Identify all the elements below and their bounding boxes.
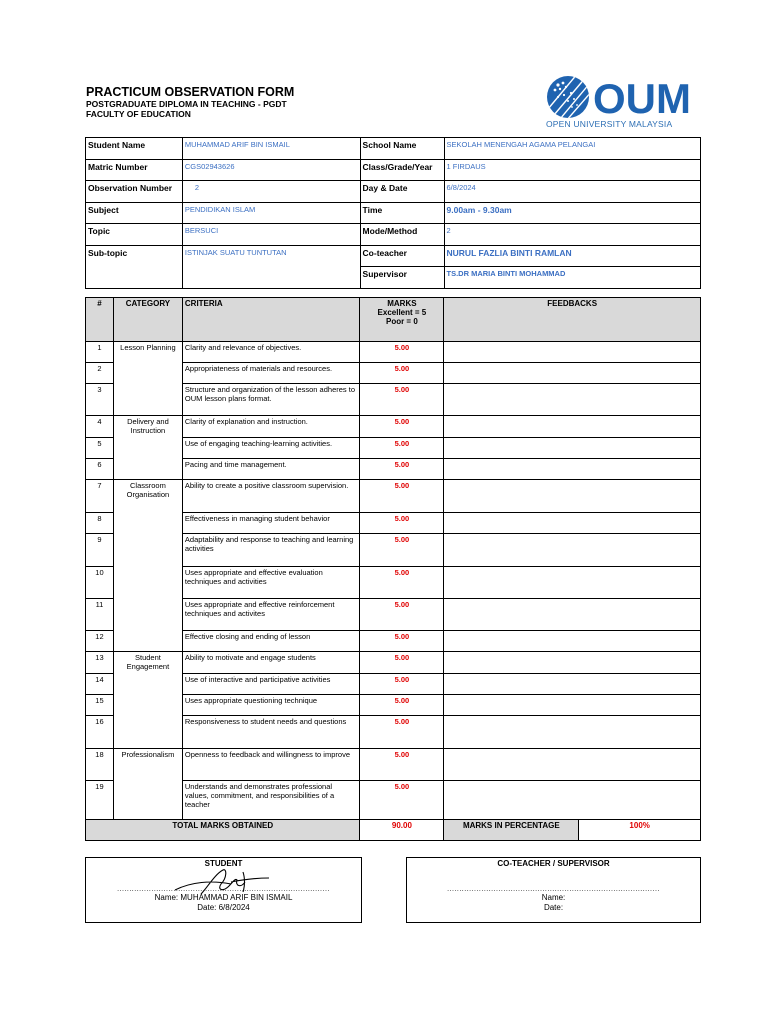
supervisor-signature-heading: CO-TEACHER / SUPERVISOR — [497, 859, 610, 868]
col-feedbacks-header: FEEDBACKS — [444, 298, 701, 342]
row-criteria: Use of interactive and participative activities — [182, 674, 360, 695]
row-criteria: Effectiveness in managing student behavior — [182, 513, 360, 534]
row-criteria: Pacing and time management. — [182, 459, 360, 480]
row-mark: 5.00 — [360, 695, 444, 716]
row-number: 5 — [86, 438, 114, 459]
row-number: 18 — [86, 749, 114, 781]
mode-value: 2 — [444, 224, 700, 246]
row-feedback — [444, 534, 701, 567]
row-criteria: Adaptability and response to teaching and learning activities — [182, 534, 360, 567]
row-mark: 5.00 — [360, 674, 444, 695]
row-mark: 5.00 — [360, 599, 444, 631]
row-feedback — [444, 384, 701, 416]
row-mark: 5.00 — [360, 342, 444, 363]
row-mark: 5.00 — [360, 384, 444, 416]
row-category — [113, 438, 182, 459]
row-feedback — [444, 695, 701, 716]
row-criteria: Effective closing and ending of lesson — [182, 631, 360, 652]
row-feedback — [444, 599, 701, 631]
table-row — [86, 749, 701, 781]
col-criteria-header: CRITERIA — [182, 298, 360, 342]
student-signature-line: ....................................................................................... — [117, 886, 330, 893]
table-row — [86, 567, 701, 599]
row-number: 2 — [86, 363, 114, 384]
oum-logo-mark — [546, 75, 694, 119]
info-row — [86, 159, 701, 181]
row-category: Student Engagement — [113, 652, 182, 674]
evaluation-table — [85, 297, 701, 841]
percent-value: 100% — [629, 821, 650, 830]
marks-header-excellent: Excellent = 5 — [377, 308, 427, 317]
form-subtitle-faculty: FACULTY OF EDUCATION — [86, 109, 191, 119]
supervisor-signature-box — [406, 857, 701, 923]
mode-label: Mode/Method — [360, 224, 444, 246]
row-feedback — [444, 342, 701, 363]
row-criteria: Understands and demonstrates professional values, commitment, and responsibilities of a teacher — [182, 781, 360, 820]
row-number: 7 — [86, 480, 114, 513]
topic-label: Topic — [86, 224, 183, 246]
matric-label: Matric Number — [86, 159, 183, 181]
col-marks-header — [360, 298, 444, 342]
row-mark: 5.00 — [360, 459, 444, 480]
supervisor-label: Supervisor — [360, 267, 444, 289]
row-criteria: Responsiveness to student needs and questions — [182, 716, 360, 749]
row-category: Delivery and Instruction — [113, 416, 182, 438]
matric-value: CGS02943626 — [182, 159, 360, 181]
observation-label: Observation Number — [86, 181, 183, 203]
row-category — [113, 534, 182, 567]
table-row — [86, 781, 701, 820]
subtopic-label: Sub-topic — [86, 245, 183, 288]
student-info-table — [85, 137, 701, 289]
student-signature-name: Name: MUHAMMAD ARIF BIN ISMAIL — [154, 893, 293, 902]
table-row — [86, 342, 701, 363]
row-category — [113, 674, 182, 695]
row-number: 3 — [86, 384, 114, 416]
row-mark: 5.00 — [360, 438, 444, 459]
form-subtitle-program: POSTGRADUATE DIPLOMA IN TEACHING - PGDT — [86, 99, 287, 109]
row-criteria: Structure and organization of the lesson adheres to OUM lesson plans format. — [182, 384, 360, 416]
school-name-value: SEKOLAH MENENGAH AGAMA PELANGAI — [444, 138, 700, 160]
row-number: 8 — [86, 513, 114, 534]
oum-logo — [546, 75, 694, 131]
school-name-label: School Name — [360, 138, 444, 160]
row-number: 13 — [86, 652, 114, 674]
row-mark: 5.00 — [360, 567, 444, 599]
row-feedback — [444, 416, 701, 438]
row-category: Lesson Planning — [113, 342, 182, 363]
row-feedback — [444, 480, 701, 513]
marks-header-title: MARKS — [387, 299, 417, 308]
row-number: 9 — [86, 534, 114, 567]
row-category — [113, 513, 182, 534]
row-category — [113, 459, 182, 480]
row-mark: 5.00 — [360, 363, 444, 384]
class-label: Class/Grade/Year — [360, 159, 444, 181]
subject-value: PENDIDIKAN ISLAM — [182, 202, 360, 224]
row-mark: 5.00 — [360, 480, 444, 513]
table-row — [86, 674, 701, 695]
student-name-label: Student Name — [86, 138, 183, 160]
percent-label: MARKS IN PERCENTAGE — [444, 820, 579, 840]
row-category — [113, 599, 182, 631]
row-feedback — [444, 438, 701, 459]
row-category — [113, 363, 182, 384]
info-row — [86, 224, 701, 246]
form-title: PRACTICUM OBSERVATION FORM — [86, 85, 295, 99]
row-feedback — [444, 716, 701, 749]
table-row — [86, 480, 701, 513]
row-category — [113, 567, 182, 599]
row-mark: 5.00 — [360, 416, 444, 438]
row-mark: 5.00 — [360, 513, 444, 534]
row-feedback — [444, 567, 701, 599]
row-number: 1 — [86, 342, 114, 363]
oum-logo-text: OUM — [593, 75, 691, 119]
row-number: 4 — [86, 416, 114, 438]
table-row — [86, 513, 701, 534]
supervisor-value: TS.DR MARIA BINTI MOHAMMAD — [444, 267, 700, 289]
topic-value: BERSUCI — [182, 224, 360, 246]
row-number: 15 — [86, 695, 114, 716]
row-criteria: Ability to create a positive classroom supervision. — [182, 480, 360, 513]
row-criteria: Openness to feedback and willingness to improve — [182, 749, 360, 781]
row-number: 11 — [86, 599, 114, 631]
table-row — [86, 534, 701, 567]
row-number: 19 — [86, 781, 114, 820]
row-feedback — [444, 652, 701, 674]
table-row — [86, 599, 701, 631]
time-value: 9.00am - 9.30am — [444, 202, 700, 224]
table-row — [86, 652, 701, 674]
row-criteria: Appropriateness of materials and resources. — [182, 363, 360, 384]
row-mark: 5.00 — [360, 652, 444, 674]
row-category — [113, 716, 182, 749]
row-number: 6 — [86, 459, 114, 480]
row-category: Classroom Organisation — [113, 480, 182, 513]
row-criteria: Ability to motivate and engage students — [182, 652, 360, 674]
row-mark: 5.00 — [360, 749, 444, 781]
table-row — [86, 416, 701, 438]
subject-label: Subject — [86, 202, 183, 224]
supervisor-signature-name: Name: — [541, 893, 566, 902]
row-feedback — [444, 513, 701, 534]
row-criteria: Clarity of explanation and instruction. — [182, 416, 360, 438]
student-signature-heading: STUDENT — [204, 859, 243, 868]
col-num-header: # — [86, 298, 114, 342]
row-criteria: Uses appropriate and effective reinforcement techniques and activites — [182, 599, 360, 631]
row-mark: 5.00 — [360, 534, 444, 567]
row-criteria: Use of engaging teaching-learning activities. — [182, 438, 360, 459]
row-mark: 5.00 — [360, 716, 444, 749]
table-row — [86, 695, 701, 716]
oum-logo-caption: OPEN UNIVERSITY MALAYSIA — [546, 119, 673, 129]
table-row — [86, 363, 701, 384]
col-category-header: CATEGORY — [113, 298, 182, 342]
row-number: 12 — [86, 631, 114, 652]
student-name-value: MUHAMMAD ARIF BIN ISMAIL — [182, 138, 360, 160]
row-category — [113, 781, 182, 820]
evaluation-body — [86, 342, 701, 820]
row-feedback — [444, 674, 701, 695]
row-category — [113, 631, 182, 652]
row-number: 10 — [86, 567, 114, 599]
row-feedback — [444, 363, 701, 384]
evaluation-header-row — [86, 298, 701, 342]
row-criteria: Uses appropriate and effective evaluation techniques and activities — [182, 567, 360, 599]
class-value: 1 FIRDAUS — [444, 159, 700, 181]
total-value: 90.00 — [360, 820, 444, 841]
total-label: TOTAL MARKS OBTAINED — [86, 820, 360, 841]
row-category — [113, 695, 182, 716]
row-feedback — [444, 459, 701, 480]
row-criteria: Uses appropriate questioning technique — [182, 695, 360, 716]
row-number: 14 — [86, 674, 114, 695]
coteacher-value: NURUL FAZLIA BINTI RAMLAN — [444, 245, 700, 267]
row-category — [113, 384, 182, 416]
row-category: Professionalism — [113, 749, 182, 781]
row-number: 16 — [86, 716, 114, 749]
row-feedback — [444, 781, 701, 820]
percent-cell — [444, 820, 701, 841]
info-row — [86, 202, 701, 224]
student-signature-box — [85, 857, 362, 923]
supervisor-signature-date: Date: — [543, 903, 564, 912]
day-value: 6/8/2024 — [444, 181, 700, 203]
table-row — [86, 631, 701, 652]
table-row — [86, 438, 701, 459]
table-row — [86, 459, 701, 480]
row-mark: 5.00 — [360, 631, 444, 652]
info-row — [86, 138, 701, 160]
row-mark: 5.00 — [360, 781, 444, 820]
total-row — [86, 820, 701, 841]
subtopic-value: ISTINJAK SUATU TUNTUTAN — [182, 245, 360, 288]
info-row — [86, 181, 701, 203]
observation-value: 2 — [182, 181, 360, 203]
table-row — [86, 716, 701, 749]
row-feedback — [444, 631, 701, 652]
row-feedback — [444, 749, 701, 781]
marks-header-poor: Poor = 0 — [385, 317, 418, 326]
time-label: Time — [360, 202, 444, 224]
info-row — [86, 245, 701, 267]
coteacher-label: Co-teacher — [360, 245, 444, 267]
day-label: Day & Date — [360, 181, 444, 203]
row-criteria: Clarity and relevance of objectives. — [182, 342, 360, 363]
supervisor-signature-line: ....................................................................................... — [447, 886, 660, 893]
student-signature-date: Date: 6/8/2024 — [197, 903, 250, 912]
student-signature-image — [171, 864, 271, 898]
table-row — [86, 384, 701, 416]
